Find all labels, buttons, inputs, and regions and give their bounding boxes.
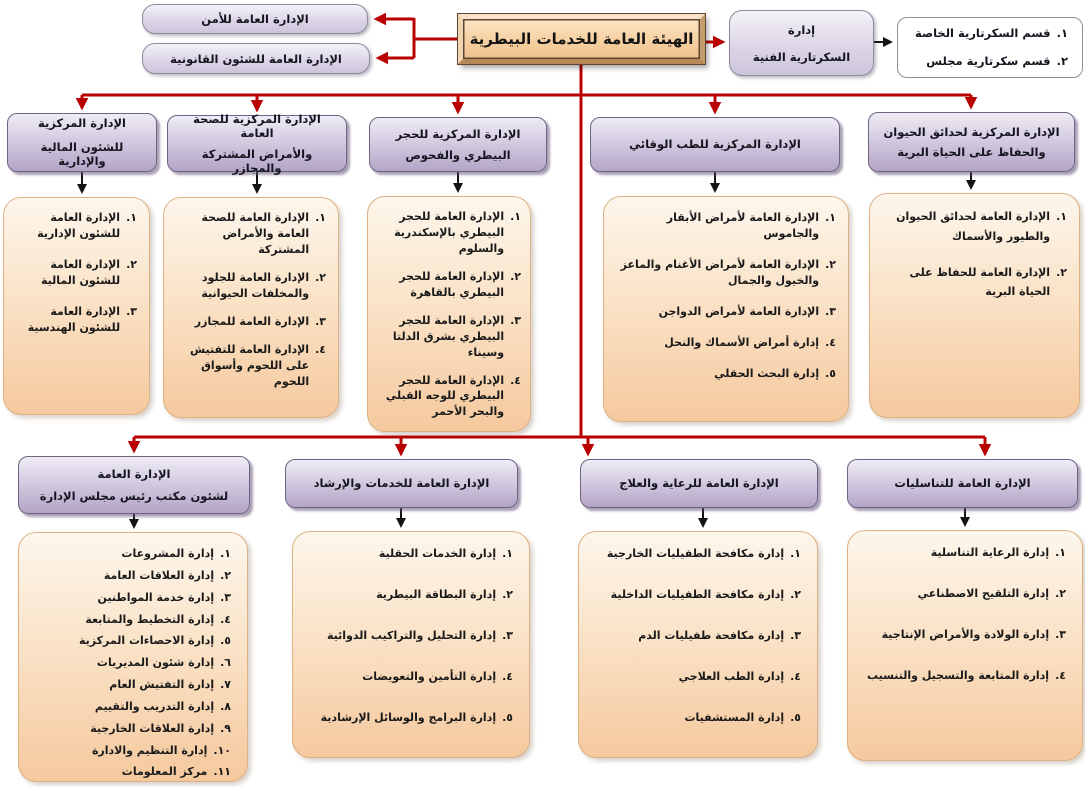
list-item [27, 610, 231, 630]
header-line: الإدارة المركزية للطب الوقائي [629, 137, 801, 152]
node-secretariat-sections [897, 17, 1083, 78]
item-text: الإدارة العامة للجلود والمخلفات الحيوانية [201, 270, 310, 300]
list-item [172, 270, 326, 302]
item-number: ١. [825, 211, 836, 224]
item-text: إدارة الاحصاءات المركزية [78, 634, 215, 648]
node-general-services-extension [285, 459, 518, 508]
item-text: الإدارة العامة للشئون المالية [40, 257, 121, 287]
item-text: الإدارة العامة للشئون الهندسية [27, 304, 121, 334]
item-text: إدارة التنظيم والادارة [91, 743, 208, 757]
node-central-zoos-wildlife [868, 112, 1075, 172]
list-item [374, 209, 521, 257]
item-number: ١. [1056, 210, 1067, 223]
item-text: الإدارة العامة لأمراض الأغنام والماعز والخيول والجمال [620, 257, 820, 287]
header-line: الإدارة العامة للرعاية والعلاج [619, 476, 779, 491]
list-item [172, 210, 326, 258]
node-general-reproduction [847, 459, 1078, 508]
item-number: ١. [510, 210, 521, 223]
node-central-public-health [167, 111, 347, 175]
item-text: إدارة أمراض الأسماك والنحل [664, 335, 820, 349]
list-item [589, 710, 801, 726]
node-general-chairman-office-departments [18, 532, 248, 782]
item-text: إدارة البحث الحقلي [714, 366, 820, 380]
item-number: ٢. [502, 587, 513, 601]
item-text: إدارة المتابعة والتسجيل والتنسيب [866, 668, 1050, 682]
node-central-finance-admin [7, 113, 157, 172]
list-item [303, 669, 513, 685]
node-legal-affairs [142, 43, 370, 74]
header-line: والأمراض المشتركة والمجازر [201, 146, 313, 175]
list-item [374, 373, 521, 421]
list-item [614, 366, 836, 382]
header-line: الإدارة العامة للتناسليات [894, 476, 1031, 491]
root-node [458, 14, 705, 64]
item-text: إدارة التفتيش العام [109, 678, 215, 692]
item-number: ٢. [126, 257, 137, 271]
item-number: ٢. [790, 587, 801, 601]
list-item [589, 587, 801, 603]
item-number: ٥. [790, 710, 801, 724]
list-item [589, 546, 801, 562]
item-number: ٣. [126, 304, 137, 318]
list-item [12, 210, 137, 242]
header-line: والحفاظ على الحياة البرية [897, 145, 1046, 159]
item-text: إدارة البطاقة البيطرية [376, 587, 497, 601]
list-item [27, 697, 231, 717]
node-central-quarantine-departments [367, 196, 531, 432]
node-general-reproduction-departments [847, 530, 1083, 761]
item-text: الإدارة العامة للصحة العامة والأمراض المشتركة [201, 211, 310, 256]
item-number: ٢. [1056, 265, 1067, 279]
list-item [912, 53, 1068, 70]
list-item [858, 545, 1066, 561]
item-text: قسم السكرتارية الخاصة [915, 26, 1051, 41]
item-number: ٥. [220, 634, 231, 648]
item-text: الإدارة العامة للحجر البيطري بالإسكندرية والسلوم [394, 210, 505, 255]
header-line: البيطري والفحوص [405, 147, 511, 162]
item-number: ٣. [315, 314, 326, 328]
node-central-public-health-departments [163, 197, 339, 418]
list-item [614, 257, 836, 289]
node-label-line: السكرتارية الفنية [752, 49, 851, 64]
list-item [303, 587, 513, 603]
header-line: الإدارة العامة [97, 467, 171, 482]
item-text: الإدارة العامة لأمراض الدواجن [658, 304, 820, 318]
list-item [589, 669, 801, 685]
header-line: لشئون مكتب رئيس مجلس الإدارة [39, 488, 229, 503]
node-label-line: إدارة [787, 22, 816, 37]
item-number: ٢. [825, 257, 836, 271]
list-item [614, 335, 836, 351]
list-item [27, 566, 231, 586]
node-general-services-extension-departments [292, 531, 530, 758]
item-text: الإدارة العامة للحجر البيطري بالقاهرة [399, 269, 505, 299]
item-text: الإدارة العامة للتفتيش على اللحوم وأسواق اللحوم [189, 342, 310, 388]
item-number: ٣. [502, 628, 513, 642]
list-item [27, 653, 231, 673]
item-number: ٤. [790, 669, 801, 683]
item-text: الإدارة العامة للحفاظ على الحياة البرية [909, 265, 1051, 299]
header-line: للشئون المالية والإدارية [40, 139, 124, 169]
list-item [858, 627, 1066, 643]
list-item [589, 628, 801, 644]
item-number: ٨. [220, 699, 231, 713]
header-line: الإدارة المركزية لحدائق الحيوان [883, 124, 1060, 139]
item-number: ١. [502, 547, 513, 560]
item-text: إدارة المشروعات [121, 547, 215, 560]
item-number: ١. [1056, 26, 1068, 41]
item-number: ٤. [510, 373, 521, 387]
list-item [858, 586, 1066, 602]
header-line: الإدارة المركزية للصحة العامة [193, 111, 321, 141]
node-central-preventive-medicine [590, 117, 840, 172]
item-number: ١. [126, 211, 137, 224]
list-item [614, 210, 836, 242]
list-item [27, 719, 231, 739]
item-number: ٤. [315, 342, 326, 356]
item-number: ٣. [790, 628, 801, 642]
node-label: الإدارة العامة للشئون القانونية [170, 51, 342, 66]
header-line: الإدارة المركزية للحجر [395, 127, 521, 142]
node-central-finance-admin-departments [3, 197, 150, 415]
list-item [27, 675, 231, 695]
list-item [614, 304, 836, 320]
item-text: الإدارة العامة للشئون الإدارية [37, 211, 121, 240]
item-number: ٢. [510, 269, 521, 283]
list-item [303, 710, 513, 726]
item-number: ٢. [220, 568, 231, 582]
item-number: ٩. [220, 721, 231, 735]
list-item [172, 314, 326, 330]
item-number: ١. [220, 547, 231, 560]
item-text: مركز المعلومات [121, 765, 208, 779]
item-text: إدارة الرعاية التناسلية [930, 546, 1050, 559]
list-item [27, 762, 231, 782]
header-line: الإدارة المركزية [37, 116, 127, 131]
header-line: الإدارة العامة للخدمات والإرشاد [313, 476, 490, 491]
item-text: إدارة خدمة المواطنين [97, 590, 215, 604]
list-item [27, 588, 231, 608]
node-security [142, 4, 368, 34]
item-text: إدارة التحليل والتراكيب الدوائية [326, 628, 497, 642]
item-text: إدارة التدريب والتقييم [94, 699, 215, 713]
item-number: ٣. [1055, 627, 1066, 641]
item-text: الإدارة العامة لأمراض الأبقار والجاموس [666, 211, 820, 240]
list-item [27, 741, 231, 761]
item-number: ٢. [315, 270, 326, 284]
list-item [880, 263, 1067, 303]
node-technical-secretariat [729, 10, 874, 76]
item-number: ١. [315, 211, 326, 224]
list-item [27, 544, 231, 564]
item-text: الإدارة العامة للحجر البيطري بشرق الدلتا وسيناء [392, 313, 505, 359]
list-item [374, 269, 521, 301]
item-number: ٥. [825, 366, 836, 380]
item-number: ٣. [510, 313, 521, 327]
node-general-care-treatment [580, 459, 818, 508]
item-number: ١. [790, 547, 801, 560]
list-item [27, 631, 231, 651]
item-number: ٤. [1055, 668, 1066, 682]
item-number: ١٠. [213, 743, 231, 757]
item-number: ٢. [1056, 54, 1068, 68]
list-item [303, 628, 513, 644]
item-text: إدارة مكافحة الطفيليات الخارجية [606, 547, 785, 560]
node-central-quarantine [369, 117, 547, 172]
item-text: إدارة التلقيح الاصطناعي [917, 586, 1050, 600]
item-text: إدارة العلاقات العامة [103, 568, 215, 582]
item-text: إدارة البرامج والوسائل الإرشادية [320, 710, 497, 724]
list-item [858, 668, 1066, 684]
item-text: إدارة الخدمات الحقلية [378, 547, 497, 560]
item-number: ٧. [220, 678, 231, 692]
item-number: ١. [1055, 546, 1066, 559]
item-text: إدارة مكافحة الطفيليات الداخلية [610, 587, 785, 601]
item-number: ٥. [502, 710, 513, 724]
item-number: ٦. [220, 656, 231, 670]
item-number: ٣. [825, 304, 836, 318]
node-general-care-treatment-departments [578, 531, 818, 758]
item-number: ٢. [1055, 586, 1066, 600]
list-item [172, 342, 326, 390]
node-central-zoos-wildlife-departments [869, 193, 1080, 418]
item-number: ١١. [213, 765, 231, 779]
item-number: ٤. [220, 612, 231, 626]
item-text: إدارة الطب العلاجي [678, 669, 785, 683]
item-text: إدارة المستشفيات [684, 710, 785, 724]
list-item [12, 304, 137, 336]
root-title: الهيئة العامة للخدمات البيطرية [469, 30, 694, 48]
item-text: إدارة التخطيط والمتابعة [85, 612, 215, 626]
item-text: إدارة مكافحة طفيليات الدم [638, 628, 785, 642]
list-item [303, 546, 513, 562]
list-item [12, 257, 137, 289]
item-text: إدارة الولادة والأمراض الإنتاجية [881, 627, 1050, 641]
item-number: ٣. [220, 590, 231, 604]
item-number: ٤. [502, 669, 513, 683]
item-text: إدارة العلاقات الخارجية [90, 721, 215, 735]
node-label: الإدارة العامة للأمن [201, 12, 309, 26]
list-item [374, 313, 521, 361]
item-text: إدارة التأمين والتعويضات [362, 669, 497, 683]
node-general-chairman-office [18, 456, 250, 514]
item-text: الإدارة العامة للمجازر [194, 314, 310, 328]
list-item [880, 207, 1067, 247]
item-text: الإدارة العامة لحدائق الحيوان والطيور والأسماك [896, 210, 1051, 243]
item-number: ٤. [825, 335, 836, 349]
item-text: إدارة شئون المديريات [96, 656, 215, 670]
list-item [912, 25, 1068, 42]
item-text: الإدارة العامة للحجر البيطري للوجه القبلي والبحر الأحمر [385, 373, 505, 419]
node-central-preventive-medicine-departments [603, 196, 849, 422]
item-text: قسم سكرتارية مجلس [926, 54, 1051, 68]
